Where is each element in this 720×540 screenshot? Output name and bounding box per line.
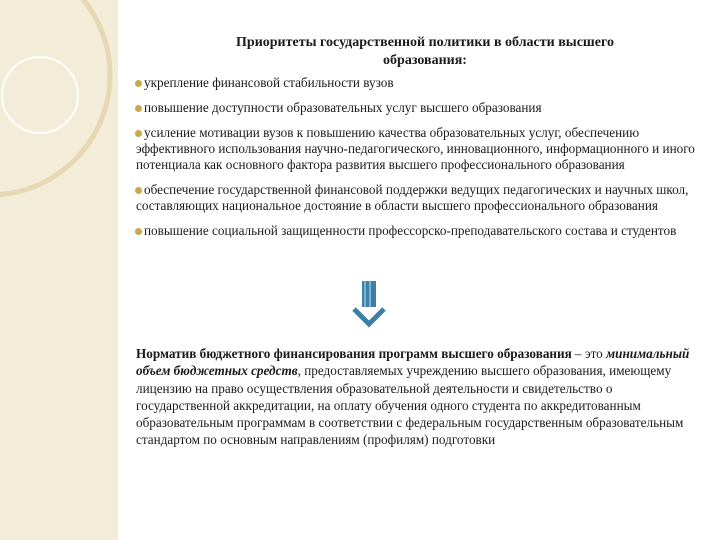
definition-dash: – это — [571, 346, 607, 361]
slide-title-line-1: Приоритеты государственной политики в области высшего — [236, 35, 614, 50]
bullet-icon — [135, 187, 142, 194]
list-item-text: укрепление финансовой стабильности вузов — [144, 75, 394, 90]
priorities-list — [136, 75, 696, 248]
arrow-down-icon — [351, 279, 387, 331]
list-item — [136, 223, 696, 239]
bullet-icon — [135, 80, 142, 87]
list-item-text: повышение социальной защищенности профессорско-преподавательского состава и студентов — [144, 223, 677, 238]
list-item — [136, 125, 696, 173]
definition-emphasis: минимальный объем бюджетных средств — [136, 346, 690, 379]
list-item-text: обеспечение государственной финансовой поддержки ведущих педагогических и научных школ, составляющих национальное достояние в области высшего профессионального образования — [136, 182, 689, 213]
list-item — [136, 182, 696, 214]
slide-title — [136, 34, 714, 70]
list-item-text: усиление мотивации вузов к повышению качества образовательных услуг, обеспечению эффективного использования научно-педагогического, инновационного, информационного и иного потенциала как основного фактора развития высшего профессионального образования — [136, 125, 695, 172]
bullet-icon — [135, 130, 142, 137]
list-item — [136, 75, 696, 91]
bullet-icon — [135, 228, 142, 235]
definition-body: , предоставляемых учреждению высшего образования, имеющему лицензию на право осуществления образовательной деятельности и свидетельство о государственной аккредитации, на оплату обучения одного студента по аккредитованным образовательным программам в соответствии с федеральным государственным образовательным стандартом по основным направлениям (профилям) подготовки — [136, 363, 684, 448]
bullet-icon — [135, 105, 142, 112]
list-item — [136, 100, 696, 116]
slide-title-line-2: образования: — [383, 53, 467, 68]
definition-paragraph — [136, 345, 696, 449]
definition-term: Норматив бюджетного финансирования программ высшего образования — [136, 346, 572, 361]
list-item-text: повышение доступности образовательных услуг высшего образования — [144, 100, 542, 115]
